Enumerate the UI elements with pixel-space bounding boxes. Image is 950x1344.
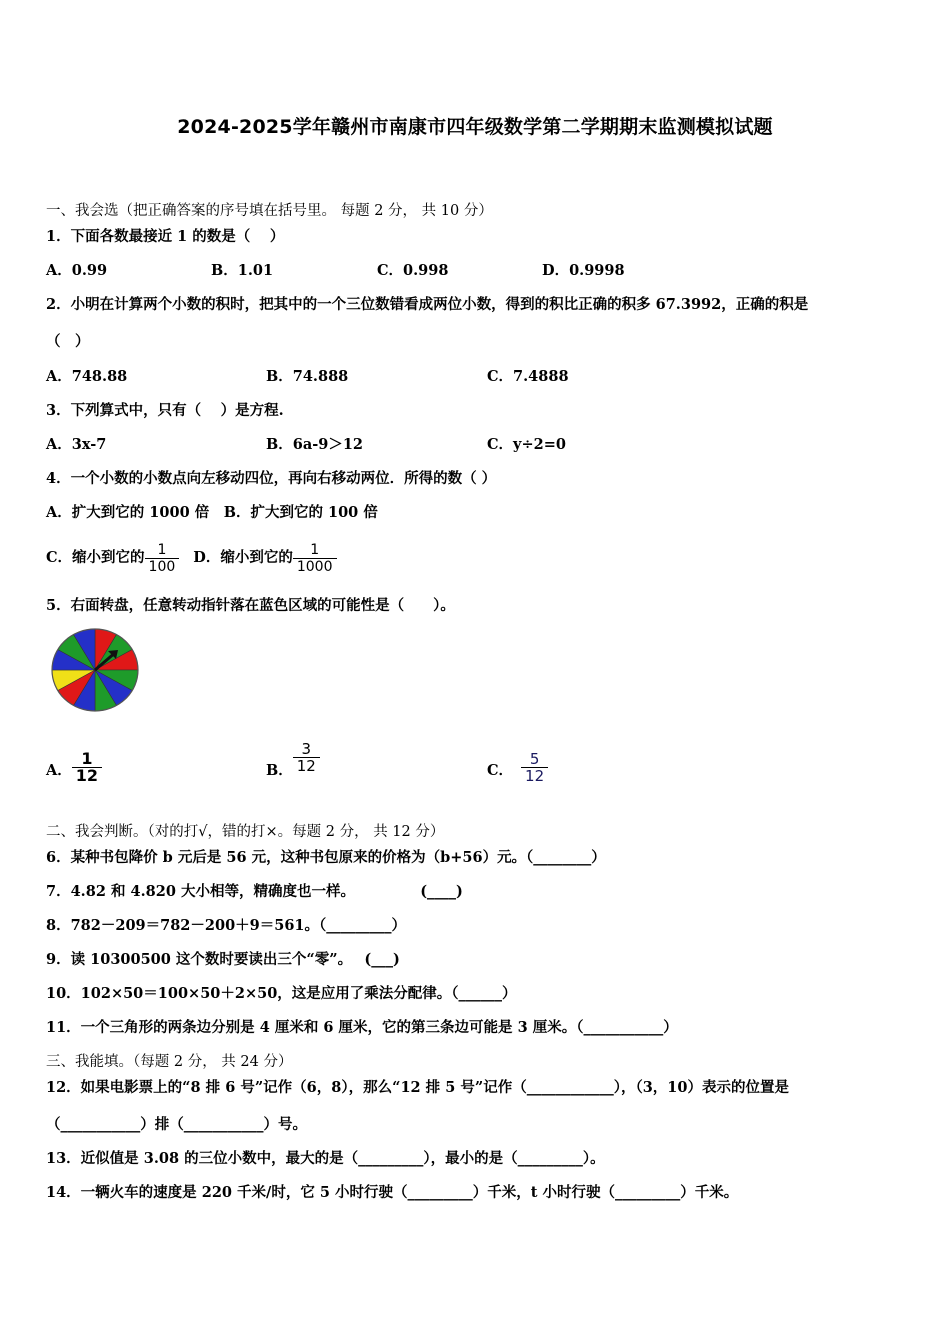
q1-option-c: C．0.998 <box>377 262 449 279</box>
q5-option-c <box>487 742 548 784</box>
question-13: 13．近似值是 3.08 的三位小数中，最大的是（_________），最小的是（_________）。 <box>46 1150 605 1167</box>
question-2: 2．小明在计算两个小数的积时，把其中的一个三位数错看成两位小数，得到的积比正确的积多 67.3992，正确的积是 <box>46 296 809 313</box>
question-12: 12．如果电影票上的“8 排 6 号”记作（6，8），那么“12 排 5 号”记作（____________），（3，10）表示的位置是 <box>46 1079 789 1096</box>
question-12-continued: （___________）排（___________）号。 <box>46 1116 307 1133</box>
section-1-heading: 一、我会选（把正确答案的序号填在括号里。 每题 2 分， 共 10 分） <box>46 203 493 219</box>
fraction-denominator: 12 <box>521 767 548 784</box>
question-2-paren: （ ） <box>46 333 90 350</box>
fraction-numerator: 3 <box>301 740 312 758</box>
q4-option-c: C．缩小到它的 <box>46 549 145 566</box>
fraction-numerator: 1 <box>157 541 167 558</box>
question-10: 10．102×50＝100×50＋2×50，这是应用了乘法分配律。（______） <box>46 985 517 1002</box>
fraction-denominator: 100 <box>145 558 180 575</box>
q2-option-b: B．74.888 <box>266 368 349 385</box>
question-9: 9．读 10300500 这个数时要读出三个“零”。 (___) <box>46 951 400 968</box>
q4-option-d-fraction <box>293 542 337 575</box>
spinner-wheel <box>48 626 142 714</box>
fraction-denominator: 12 <box>72 767 102 784</box>
fraction-numerator: 1 <box>81 749 93 768</box>
q3-option-b: B．6a-9＞12 <box>266 436 364 453</box>
question-14: 14．一辆火车的速度是 220 千米/时，它 5 小时行驶（_________）千米，t 小时行驶（_________）千米。 <box>46 1184 739 1201</box>
q4-options-ab: A．扩大到它的 1000 倍 B．扩大到它的 100 倍 <box>46 504 378 521</box>
q5-option-c-label: C． <box>487 762 514 779</box>
section-2-heading: 二、我会判断。（对的打√，错的打×。每题 2 分， 共 12 分） <box>46 824 445 840</box>
q1-option-b: B．1.01 <box>211 262 274 279</box>
q5-option-a <box>46 742 102 784</box>
question-11: 11．一个三角形的两条边分别是 4 厘米和 6 厘米，它的第三条边可能是 3 厘米。（___________） <box>46 1019 678 1036</box>
q4-option-d: D．缩小到它的 <box>193 549 293 566</box>
question-7: 7．4.82 和 4.820 大小相等，精确度也一样。 (____) <box>46 883 463 900</box>
question-5: 5．右面转盘，任意转动指针落在蓝色区域的可能性是（ ）。 <box>46 597 455 614</box>
q5-option-c-fraction <box>521 751 548 784</box>
question-1: 1．下面各数最接近 1 的数是（ ） <box>46 228 285 245</box>
fraction-denominator: 1000 <box>293 558 337 575</box>
question-3: 3．下列算式中，只有（ ）是方程. <box>46 402 284 419</box>
q5-option-b-fraction <box>293 741 320 774</box>
q1-option-a: A．0.99 <box>46 262 108 279</box>
question-4: 4．一个小数的小数点向左移动四位，再向右移动两位．所得的数（ ） <box>46 470 497 487</box>
q5-option-a-label: A． <box>46 762 72 779</box>
fraction-numerator: 1 <box>310 541 320 558</box>
q3-option-a: A．3x-7 <box>46 436 107 453</box>
q4-option-c-fraction <box>145 542 180 575</box>
fraction-numerator: 5 <box>529 750 540 768</box>
q4-options-cd <box>46 538 337 578</box>
q5-option-a-fraction <box>72 751 102 784</box>
q3-option-c: C．y÷2=0 <box>487 436 566 453</box>
question-6: 6．某种书包降价 b 元后是 56 元，这种书包原来的价格为（b+56）元。（________） <box>46 849 606 866</box>
q1-option-d: D．0.9998 <box>542 262 625 279</box>
fraction-denominator: 12 <box>293 757 320 774</box>
q2-option-c: C．7.4888 <box>487 368 569 385</box>
question-8: 8．782－209＝782－200＋9＝561。（_________） <box>46 917 407 934</box>
section-3-heading: 三、我能填。（每题 2 分， 共 24 分） <box>46 1054 293 1070</box>
q5-option-b <box>266 740 320 784</box>
page-title: 2024-2025学年赣州市南康市四年级数学第二学期期末监测模拟试题 <box>177 116 773 138</box>
q2-option-a: A．748.88 <box>46 368 128 385</box>
q5-option-b-label: B． <box>266 762 293 779</box>
